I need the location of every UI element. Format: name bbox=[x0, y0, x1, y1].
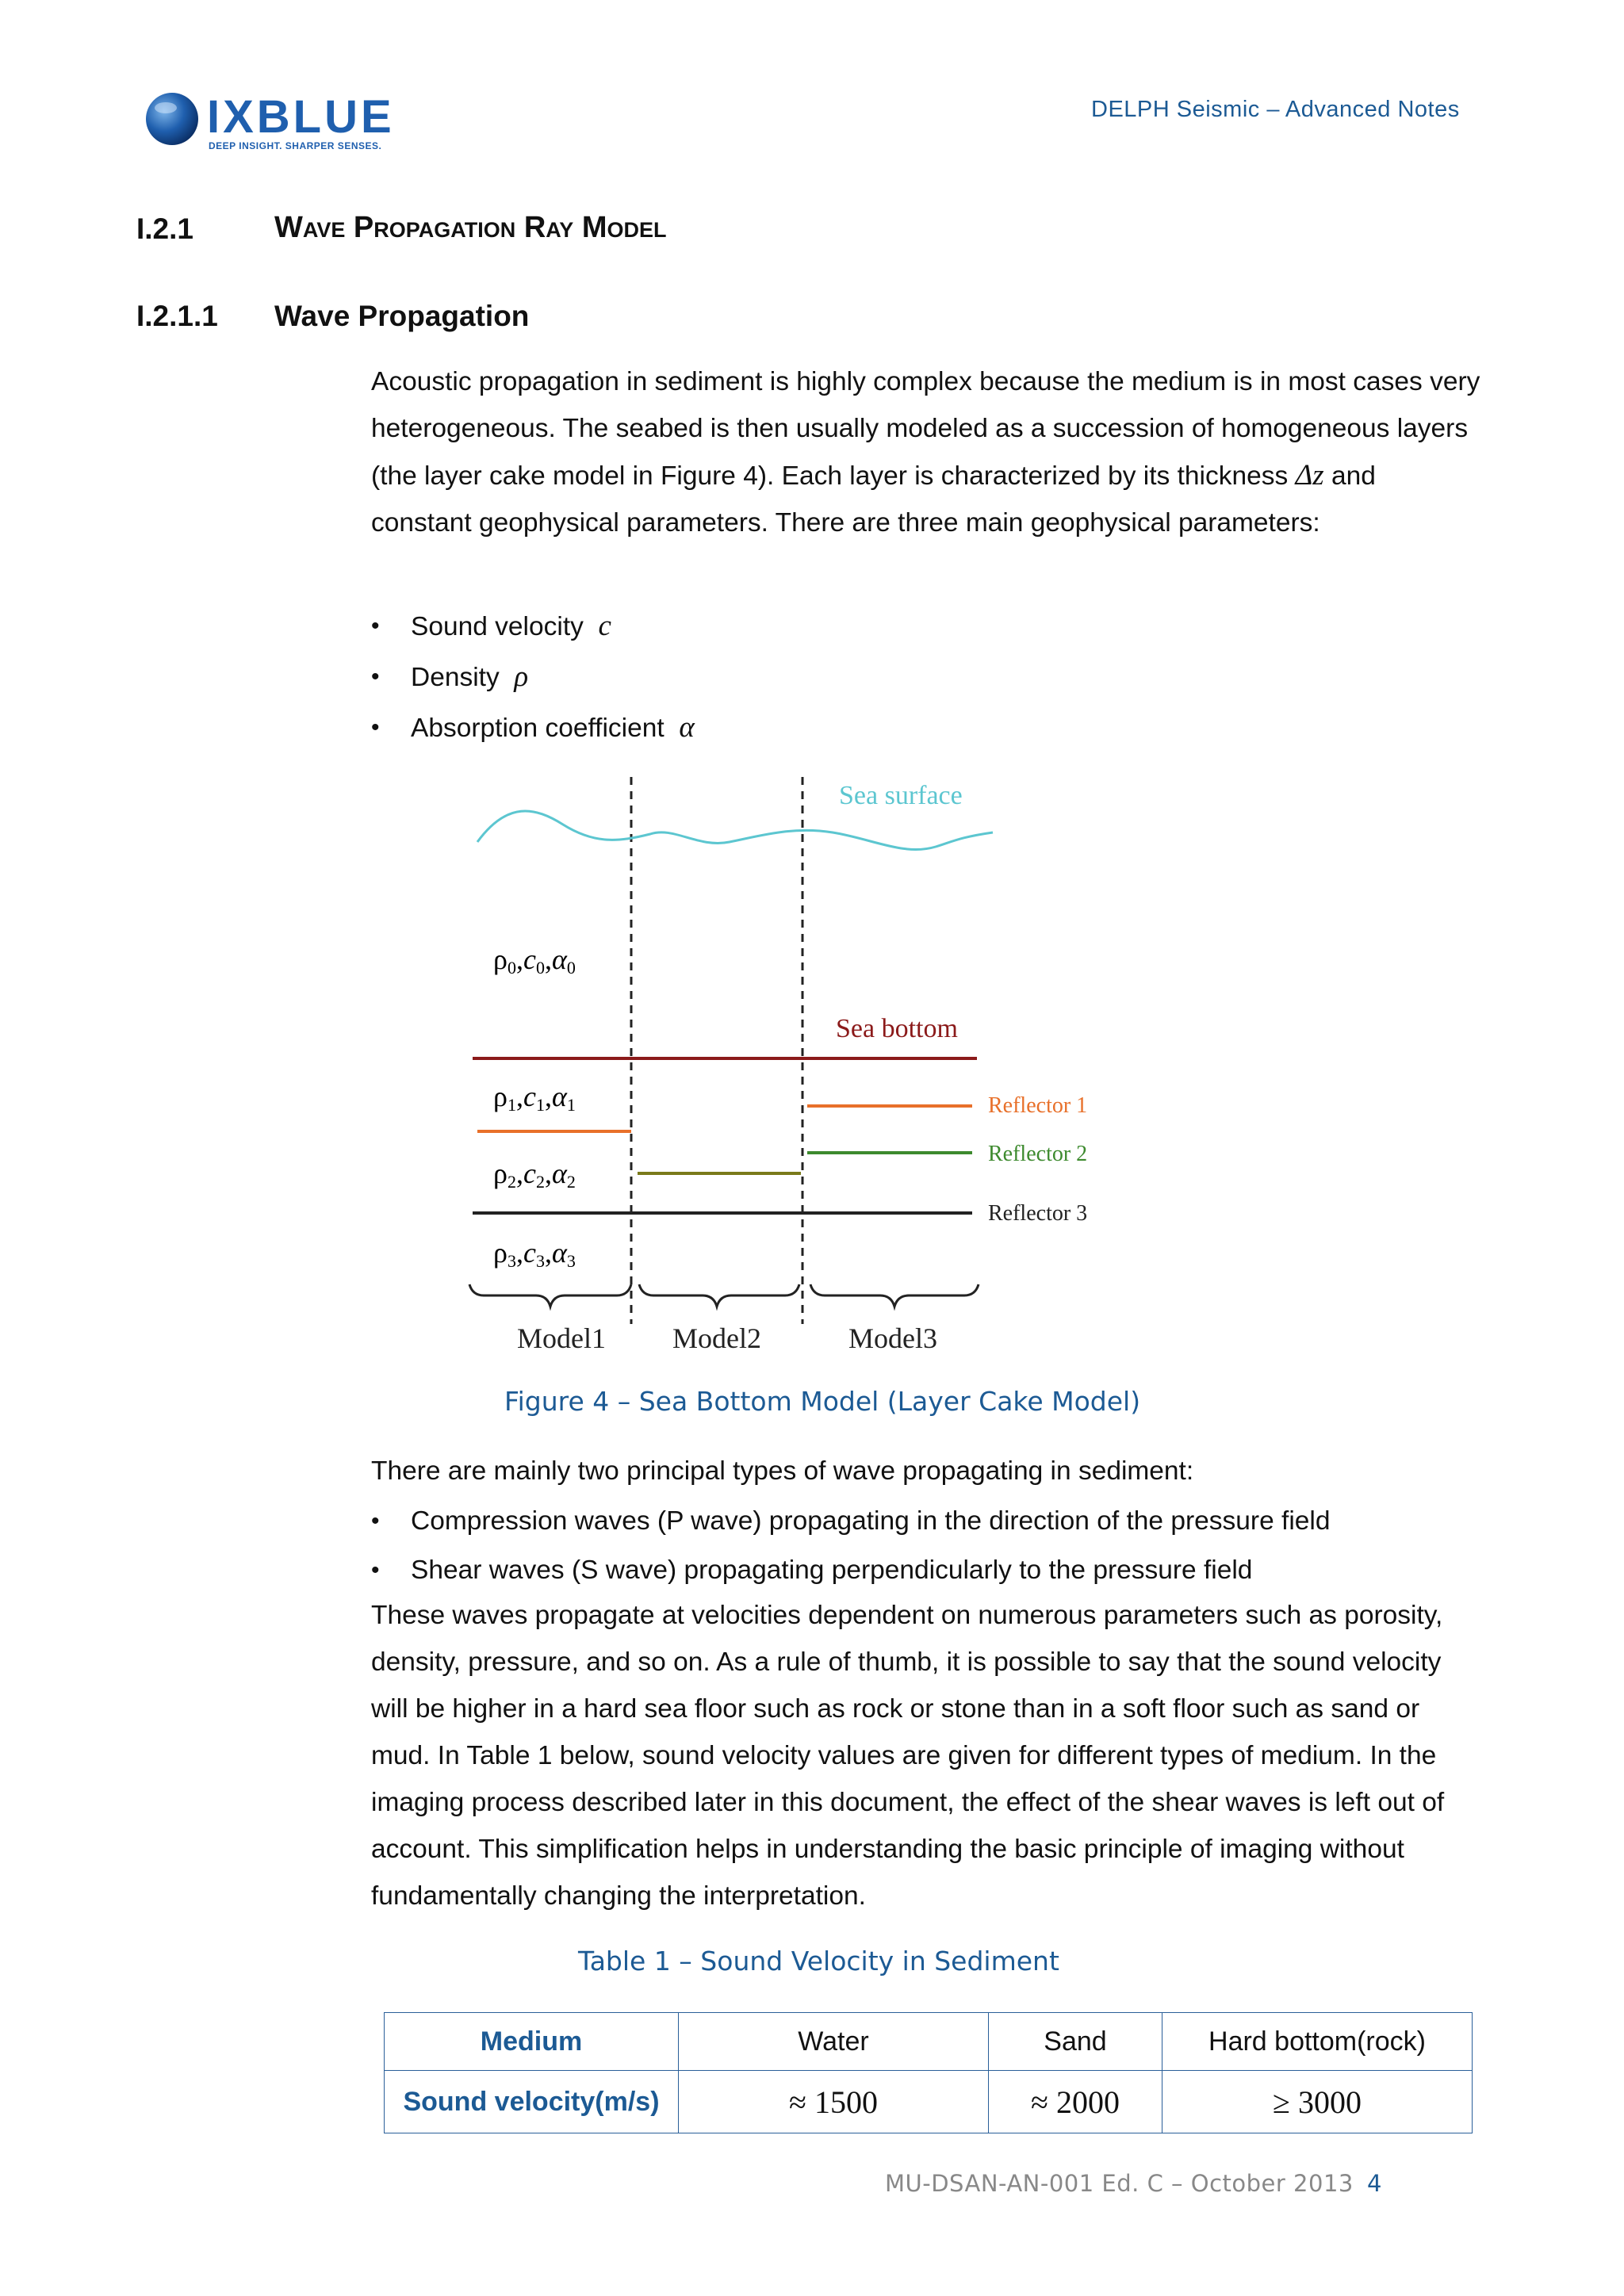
reflector-1-label: Reflector 1 bbox=[988, 1093, 1088, 1118]
sea-bottom-label: Sea bottom bbox=[836, 1014, 958, 1043]
table-cell: Water bbox=[679, 2013, 989, 2071]
layer-cake-figure bbox=[460, 769, 1118, 1356]
list-item: • Density ρ bbox=[371, 652, 1481, 702]
table-row-header: Medium bbox=[385, 2013, 679, 2071]
list-item: • Shear waves (S wave) propagating perpendicularly to the pressure field bbox=[371, 1546, 1481, 1595]
layer-0-params: ρ0,c0,α0 bbox=[493, 943, 576, 978]
ixblue-logo bbox=[145, 89, 446, 152]
parameters-list bbox=[371, 601, 1481, 753]
table-cell: ≥ 3000 bbox=[1162, 2071, 1473, 2133]
wave-types-list bbox=[371, 1497, 1481, 1595]
page-number: 4 bbox=[1367, 2170, 1382, 2197]
layer-3-params: ρ3,c3,α3 bbox=[493, 1237, 576, 1271]
absorption-symbol: α bbox=[679, 711, 695, 744]
waves-paragraph: These waves propagate at velocities dependent on numerous parameters such as porosity, density, pressure, and so on. As a rule of thumb, it is possible to say that the sound velocity will be higher in a hard sea floor such as rock or stone than in a soft floor such as sand or mud. In Table 1 below, sound velocity values are given for different types of medium. In the imaging process described later in this document, the effect of the shear waves is left out of account. This simplification helps in understanding the basic principle of imaging without fundamentally changing the interpretation. bbox=[371, 1601, 1445, 1911]
list-item: • Sound velocity c bbox=[371, 601, 1481, 652]
intro-text-cont: and constant geophysical parameters. There are three main geophysical parameters: bbox=[371, 461, 1376, 538]
model1-brace bbox=[469, 1284, 631, 1307]
table-cell: ≈ 1500 bbox=[679, 2071, 989, 2133]
document-title: DELPH Seismic – Advanced Notes bbox=[1091, 97, 1460, 122]
section-number: I.2.1 bbox=[136, 212, 193, 245]
table-row bbox=[385, 2013, 1473, 2071]
sea-surface-line bbox=[477, 811, 993, 850]
thickness-symbol: Δz bbox=[1295, 459, 1324, 492]
footer-doc-reference: MU-DSAN-AN-001 Ed. C – October 2013 bbox=[885, 2170, 1354, 2197]
intro-text: Acoustic propagation in sediment is highly complex because the medium is in most cases very heterogeneous. The seabed is then usually modeled as a succession of homogeneous layers (the layer cake model in Figure 4). Each layer is characterized by its thickness bbox=[371, 367, 1480, 491]
sea-surface-label: Sea surface bbox=[839, 781, 963, 810]
table-cell: Sand bbox=[989, 2013, 1162, 2071]
subsection-number: I.2.1.1 bbox=[136, 300, 218, 332]
model2-label: Model2 bbox=[672, 1322, 761, 1354]
wave-types-intro: There are mainly two principal types of wave propagating in sediment: bbox=[371, 1456, 1194, 1486]
reflector-2-label: Reflector 2 bbox=[988, 1142, 1088, 1166]
table-row-header: Sound velocity(m/s) bbox=[385, 2071, 679, 2133]
section-title: Wave Propagation Ray Model bbox=[274, 211, 667, 244]
list-item: • Absorption coefficient α bbox=[371, 702, 1481, 753]
table-caption: Table 1 – Sound Velocity in Sediment bbox=[578, 1946, 1059, 1976]
intro-paragraph bbox=[371, 358, 1481, 546]
layer-1-params: ρ1,c1,α1 bbox=[493, 1081, 576, 1115]
logo-tagline: DEEP INSIGHT. SHARPER SENSES. bbox=[209, 140, 382, 151]
velocity-symbol: c bbox=[598, 610, 611, 642]
model3-label: Model3 bbox=[848, 1322, 937, 1354]
model1-label: Model1 bbox=[517, 1322, 606, 1354]
figure-caption: Figure 4 – Sea Bottom Model (Layer Cake Model) bbox=[504, 1386, 1141, 1417]
model2-brace bbox=[639, 1284, 799, 1307]
subsection-title: Wave Propagation bbox=[274, 300, 530, 332]
layer-2-params: ρ2,c2,α2 bbox=[493, 1158, 576, 1192]
logo-wordmark: IXBLUE bbox=[207, 91, 395, 143]
density-symbol: ρ bbox=[514, 660, 529, 693]
globe-icon bbox=[146, 93, 198, 145]
model3-brace bbox=[810, 1284, 979, 1307]
reflector-3-label: Reflector 3 bbox=[988, 1201, 1088, 1226]
list-item: • Compression waves (P wave) propagating in the direction of the pressure field bbox=[371, 1497, 1481, 1546]
sound-velocity-table bbox=[384, 2012, 1473, 2133]
table-cell: Hard bottom(rock) bbox=[1162, 2013, 1473, 2071]
table-row bbox=[385, 2071, 1473, 2133]
table-cell: ≈ 2000 bbox=[989, 2071, 1162, 2133]
